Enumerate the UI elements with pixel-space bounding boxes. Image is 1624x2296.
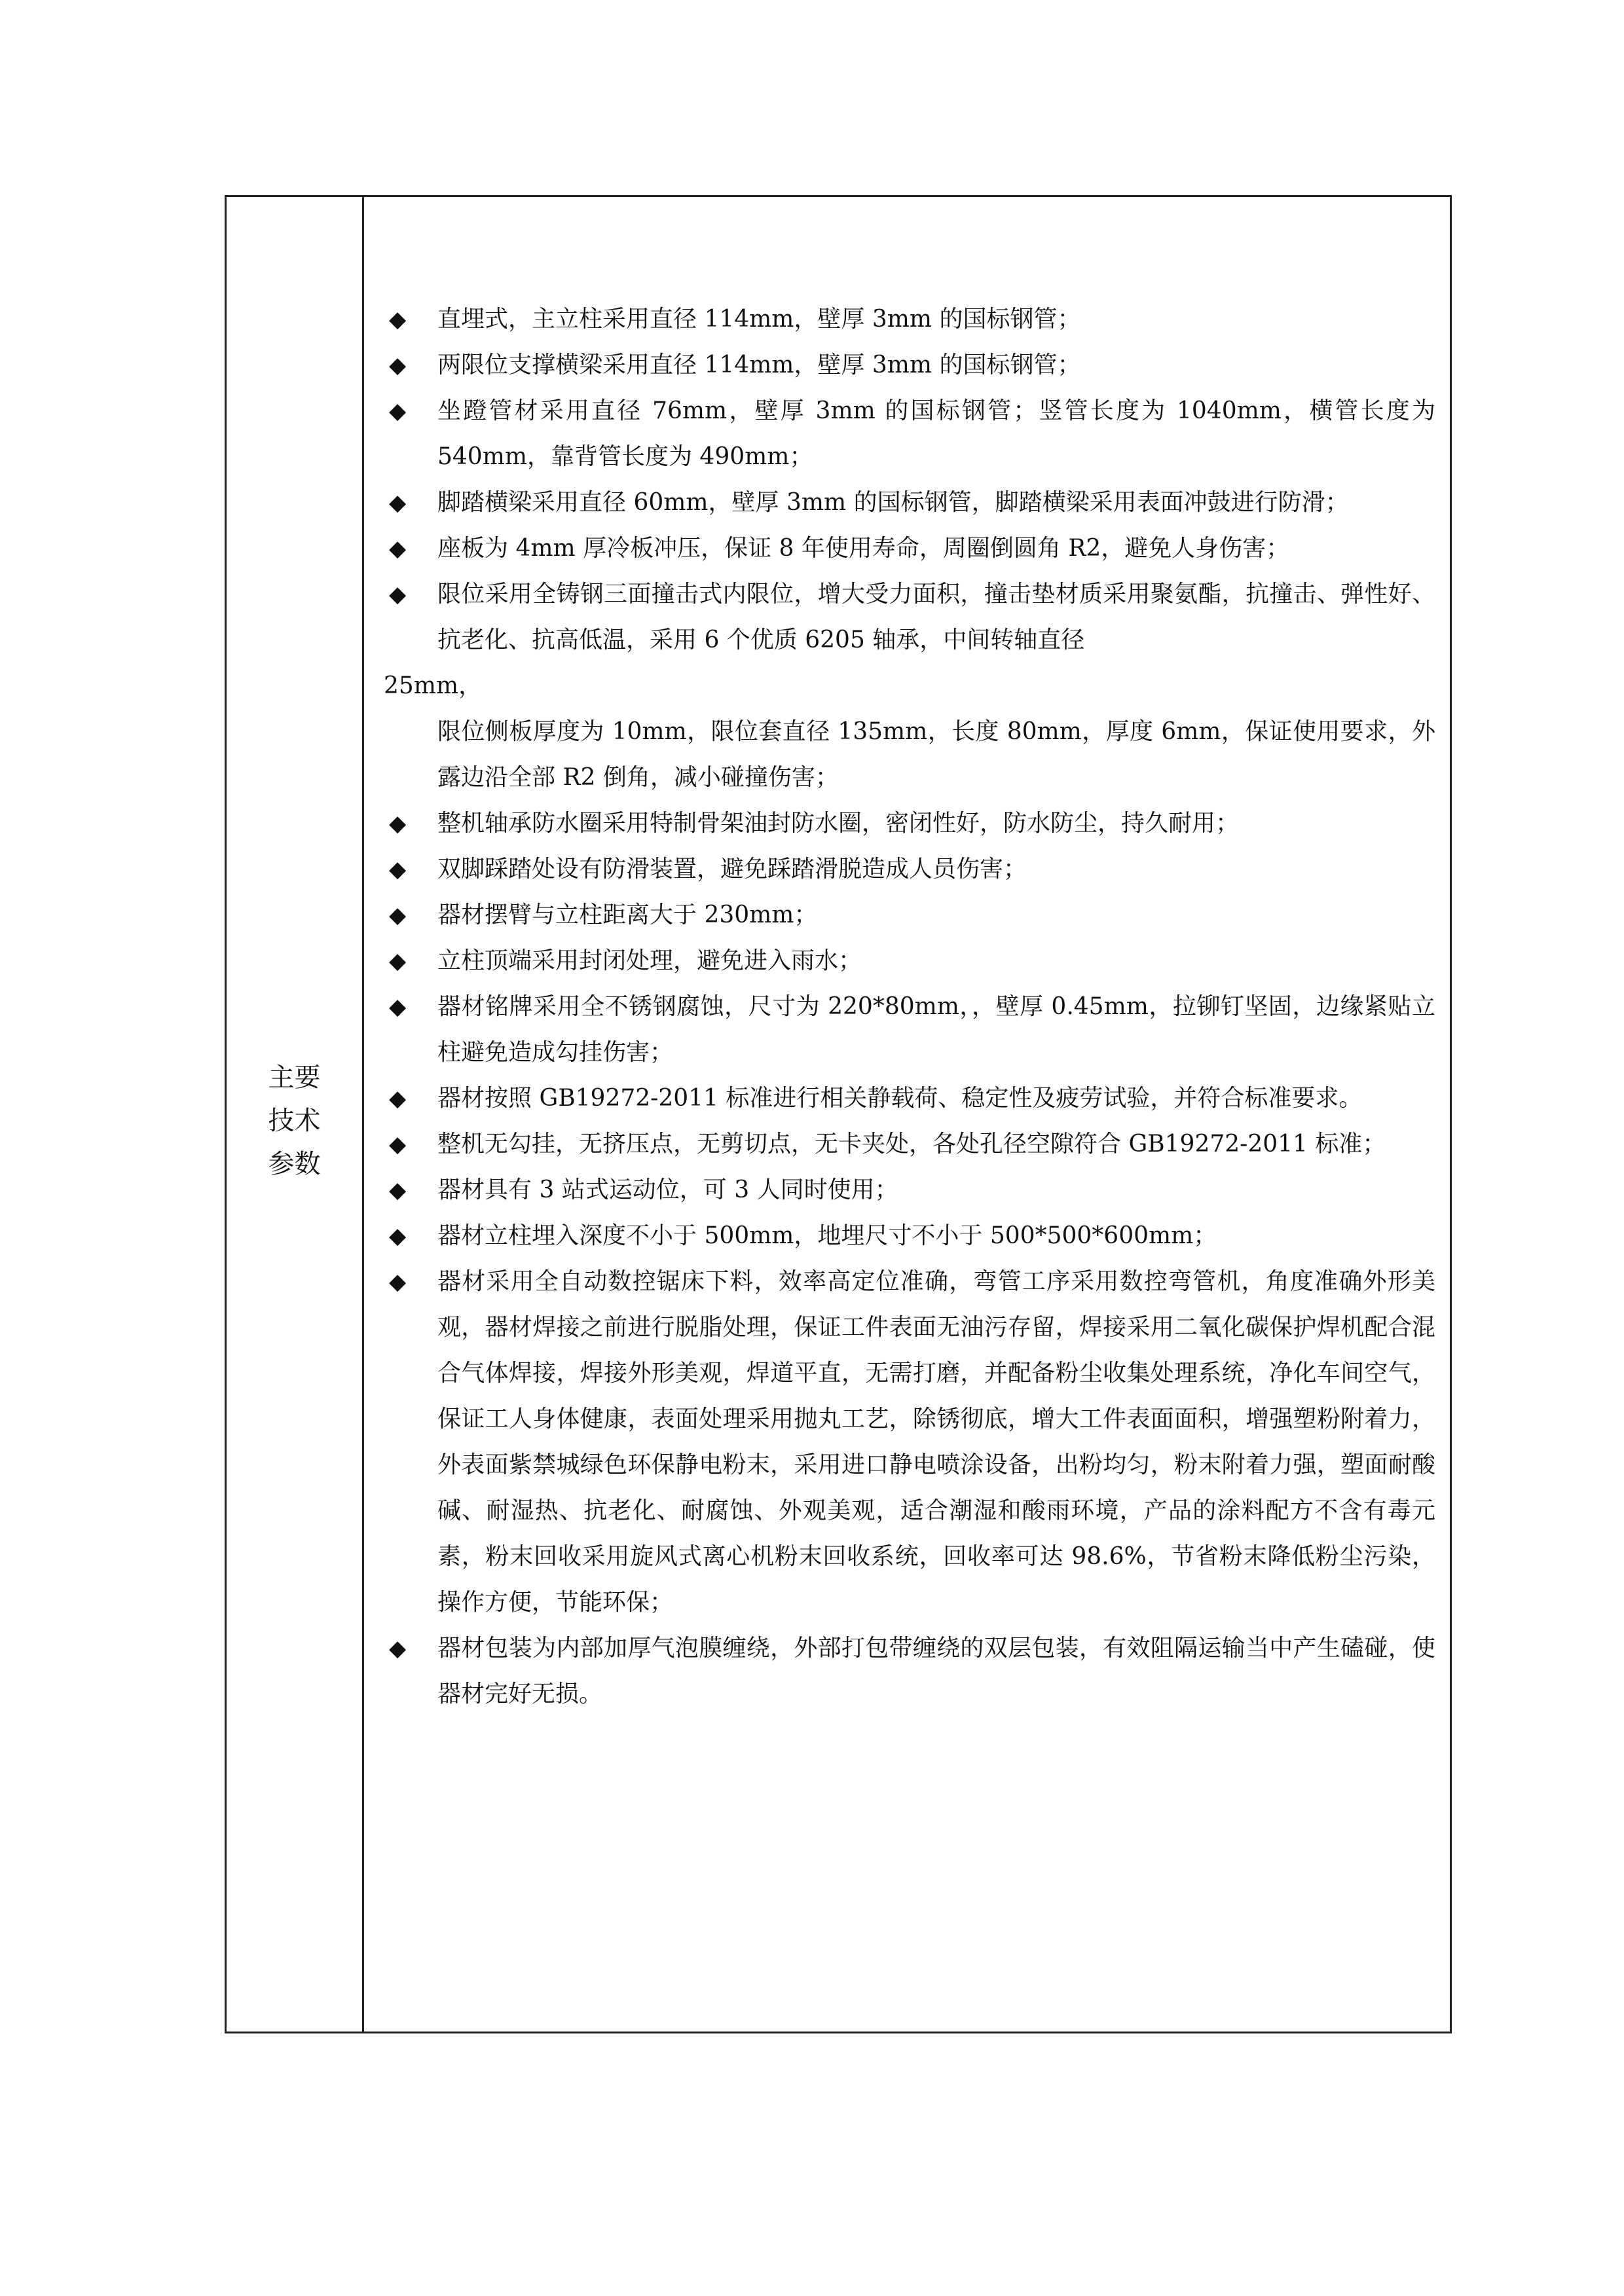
spec-item	[384, 526, 1435, 572]
spec-text: 器材铭牌采用全不锈钢腐蚀，尺寸为 220*80mm，，壁厚 0.45mm，拉铆钉坚固，边缘紧贴立柱避免造成勾挂伤害；	[437, 993, 1435, 1066]
diamond-bullet-icon: ◆	[389, 581, 407, 608]
diamond-bullet-icon: ◆	[389, 1269, 407, 1295]
spec-text: 器材采用全自动数控锯床下料，效率高定位准确，弯管工序采用数控弯管机，角度准确外形美观，器材焊接之前进行脱脂处理，保证工件表面无油污存留，焊接采用二氧化碳保护焊机配合混合气体焊接，焊接外形美观，焊道平直，无需打磨，并配备粉尘收集处理系统，净化车间空气，保证工人身体健康，表面处理采用抛丸工艺，除锈彻底，增大工件表面面积，增强塑粉附着力，外表面紫禁城绿色环保静电粉末，采用进口静电喷涂设备，出粉均匀，粉末附着力强，塑面耐酸碱、耐湿热、抗老化、耐腐蚀、外观美观，适合潮湿和酸雨环境，产品的涂料配方不含有毒元素，粉末回收采用旋风式离心机粉末回收系统，回收率可达 98.6%，节省粉末降低粉尘污染，操作方便，节能环保；	[437, 1268, 1435, 1616]
diamond-bullet-icon: ◆	[389, 306, 407, 333]
diamond-bullet-icon: ◆	[389, 1085, 407, 1112]
spec-text: 25mm，	[384, 672, 483, 699]
spec-text: 直埋式，主立柱采用直径 114mm，壁厚 3mm 的国标钢管；	[437, 306, 1081, 333]
spec-text: 立柱顶端采用封闭处理，避免进入雨水；	[437, 947, 862, 974]
spec-text: 器材立柱埋入深度不小于 500mm，地埋尺寸不小于 500*500*600mm；	[437, 1222, 1217, 1249]
spec-item	[384, 342, 1435, 388]
spec-text: 双脚踩踏处设有防滑装置，避免踩踏滑脱造成人员伤害；	[437, 856, 1027, 883]
spec-item	[384, 847, 1435, 892]
spec-item	[384, 1167, 1435, 1213]
diamond-bullet-icon: ◆	[389, 1177, 407, 1203]
spec-list	[384, 297, 1435, 1717]
spec-item-continuation	[384, 663, 1435, 709]
spec-item	[384, 572, 1435, 663]
spec-text: 器材摆臂与立柱距离大于 230mm；	[437, 902, 818, 928]
diamond-bullet-icon: ◆	[389, 490, 407, 516]
diamond-bullet-icon: ◆	[389, 948, 407, 974]
diamond-bullet-icon: ◆	[389, 1223, 407, 1249]
spec-text: 限位采用全铸钢三面撞击式内限位，增大受力面积，撞击垫材质采用聚氨酯，抗撞击、弹性好、抗老化、抗高低温，采用 6 个优质 6205 轴承，中间转轴直径	[437, 581, 1435, 653]
spec-text: 器材按照 GB19272-2011 标准进行相关静载荷、稳定性及疲劳试验，并符合标准要求。	[437, 1085, 1363, 1112]
label-line: 技术	[268, 1106, 321, 1136]
spec-text: 整机轴承防水圈采用特制骨架油封防水圈，密闭性好，防水防尘，持久耐用；	[437, 810, 1240, 837]
diamond-bullet-icon: ◆	[389, 352, 407, 378]
spec-text: 脚踏横梁采用直径 60mm，壁厚 3mm 的国标钢管，脚踏横梁采用表面冲鼓进行防滑；	[437, 489, 1349, 516]
diamond-bullet-icon: ◆	[389, 811, 407, 837]
spec-item	[384, 984, 1435, 1076]
spec-item	[384, 1259, 1435, 1626]
spec-item	[384, 1213, 1435, 1259]
diamond-bullet-icon: ◆	[389, 902, 407, 928]
diamond-bullet-icon: ◆	[389, 536, 407, 562]
spec-item	[384, 892, 1435, 938]
spec-item	[384, 297, 1435, 342]
spec-item	[384, 480, 1435, 526]
diamond-bullet-icon: ◆	[389, 1635, 407, 1662]
spec-text: 座板为 4mm 厚冷板冲压，保证 8 年使用寿命，周圈倒圆角 R2，避免人身伤害；	[437, 535, 1290, 562]
content-cell	[364, 197, 1450, 2032]
spec-item	[384, 1076, 1435, 1121]
spec-text: 坐蹬管材采用直径 76mm，壁厚 3mm 的国标钢管；竖管长度为 1040mm，横管长度为 540mm，靠背管长度为 490mm；	[437, 397, 1435, 470]
spec-text: 整机无勾挂，无挤压点，无剪切点，无卡夹处，各处孔径空隙符合 GB19272-2011 标准；	[437, 1131, 1386, 1157]
spec-item	[384, 1121, 1435, 1167]
diamond-bullet-icon: ◆	[389, 1131, 407, 1157]
spec-item	[384, 801, 1435, 847]
spec-text: 限位侧板厚度为 10mm，限位套直径 135mm，长度 80mm，厚度 6mm，保证使用要求，外露边沿全部 R2 倒角，减小碰撞伤害；	[437, 718, 1435, 791]
main-tech-params-label	[227, 1056, 362, 1186]
spec-item	[384, 388, 1435, 480]
spec-text: 器材具有 3 站式运动位，可 3 人同时使用；	[437, 1176, 898, 1203]
spec-text: 两限位支撑横梁采用直径 114mm，壁厚 3mm 的国标钢管；	[437, 352, 1081, 378]
label-cell	[227, 197, 364, 2032]
spec-text: 器材包装为内部加厚气泡膜缠绕，外部打包带缠绕的双层包装，有效阻隔运输当中产生磕碰，使器材完好无损。	[437, 1635, 1435, 1707]
diamond-bullet-icon: ◆	[389, 994, 407, 1020]
spec-item-continuation	[384, 709, 1435, 801]
spec-item	[384, 1626, 1435, 1717]
diamond-bullet-icon: ◆	[389, 398, 407, 424]
label-line: 参数	[268, 1149, 321, 1179]
label-line: 主要	[268, 1063, 321, 1093]
spec-item	[384, 938, 1435, 984]
spec-table	[225, 195, 1452, 2033]
diamond-bullet-icon: ◆	[389, 856, 407, 883]
